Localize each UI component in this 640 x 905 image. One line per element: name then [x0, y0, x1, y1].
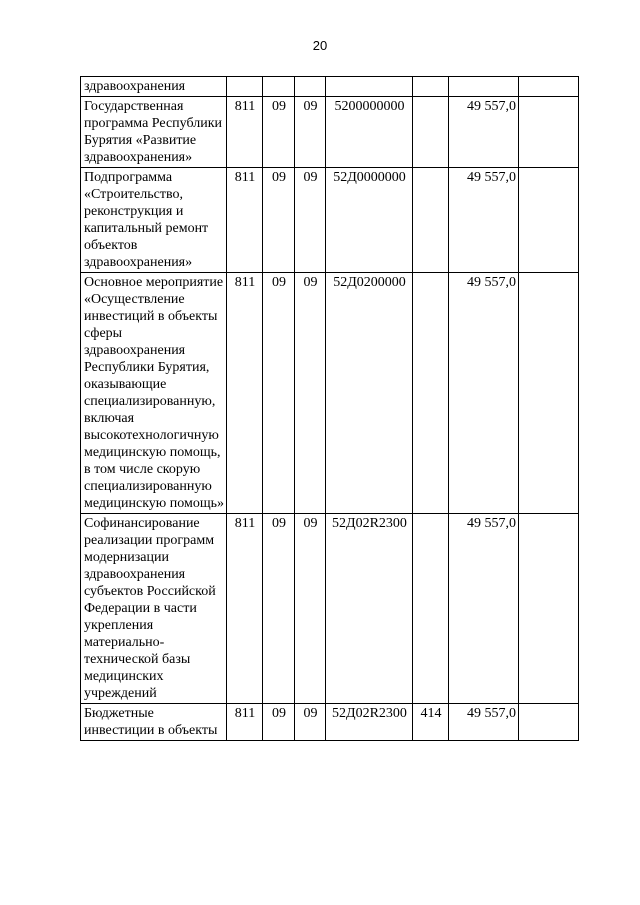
- subsection-cell: 09: [295, 704, 326, 741]
- target-code-cell: 52Д02R2300: [326, 704, 413, 741]
- row-name-cell: Государственная программа Республики Бурятия «Развитие здравоохранения»: [81, 97, 227, 168]
- page-number: 20: [312, 38, 328, 53]
- budget-table: [80, 76, 579, 741]
- amount-cell: 49 557,0: [449, 273, 519, 514]
- subsection-cell: [295, 77, 326, 97]
- amount-cell: [449, 77, 519, 97]
- expense-type-cell: [413, 97, 449, 168]
- admin-cell: [227, 77, 263, 97]
- expense-type-cell: [413, 168, 449, 273]
- section-cell: 09: [263, 514, 295, 704]
- target-code-cell: 5200000000: [326, 97, 413, 168]
- table-row: [81, 77, 579, 97]
- admin-cell: 811: [227, 97, 263, 168]
- table-row: [81, 97, 579, 168]
- extra-cell: [519, 168, 579, 273]
- amount-cell: 49 557,0: [449, 514, 519, 704]
- target-code-cell: 52Д0000000: [326, 168, 413, 273]
- table-row: [81, 168, 579, 273]
- subsection-cell: 09: [295, 514, 326, 704]
- row-name-cell: Основное мероприятие «Осуществление инвестиций в объекты сферы здравоохранения Республики Бурятия, оказывающие специализированную, включая высокотехнологичную медицинскую помощь, в том числе скорую специализированную медицинскую помощь»: [81, 273, 227, 514]
- section-cell: 09: [263, 97, 295, 168]
- amount-cell: 49 557,0: [449, 704, 519, 741]
- amount-cell: 49 557,0: [449, 168, 519, 273]
- target-code-cell: [326, 77, 413, 97]
- table-row: [81, 273, 579, 514]
- table-row: [81, 514, 579, 704]
- table-row: [81, 704, 579, 741]
- target-code-cell: 52Д02R2300: [326, 514, 413, 704]
- section-cell: [263, 77, 295, 97]
- subsection-cell: 09: [295, 273, 326, 514]
- section-cell: 09: [263, 273, 295, 514]
- extra-cell: [519, 273, 579, 514]
- expense-type-cell: [413, 77, 449, 97]
- row-name-cell: Бюджетные инвестиции в объекты: [81, 704, 227, 741]
- subsection-cell: 09: [295, 97, 326, 168]
- extra-cell: [519, 514, 579, 704]
- extra-cell: [519, 77, 579, 97]
- section-cell: 09: [263, 704, 295, 741]
- extra-cell: [519, 97, 579, 168]
- admin-cell: 811: [227, 168, 263, 273]
- section-cell: 09: [263, 168, 295, 273]
- row-name-cell: здравоохранения: [81, 77, 227, 97]
- row-name-cell: Софинансирование реализации программ модернизации здравоохранения субъектов Российской Федерации в части укрепления материально-технической базы медицинских учреждений: [81, 514, 227, 704]
- admin-cell: 811: [227, 704, 263, 741]
- amount-cell: 49 557,0: [449, 97, 519, 168]
- row-name-cell: Подпрограмма «Строительство, реконструкция и капитальный ремонт объектов здравоохранения»: [81, 168, 227, 273]
- expense-type-cell: 414: [413, 704, 449, 741]
- admin-cell: 811: [227, 514, 263, 704]
- expense-type-cell: [413, 514, 449, 704]
- extra-cell: [519, 704, 579, 741]
- target-code-cell: 52Д0200000: [326, 273, 413, 514]
- expense-type-cell: [413, 273, 449, 514]
- admin-cell: 811: [227, 273, 263, 514]
- subsection-cell: 09: [295, 168, 326, 273]
